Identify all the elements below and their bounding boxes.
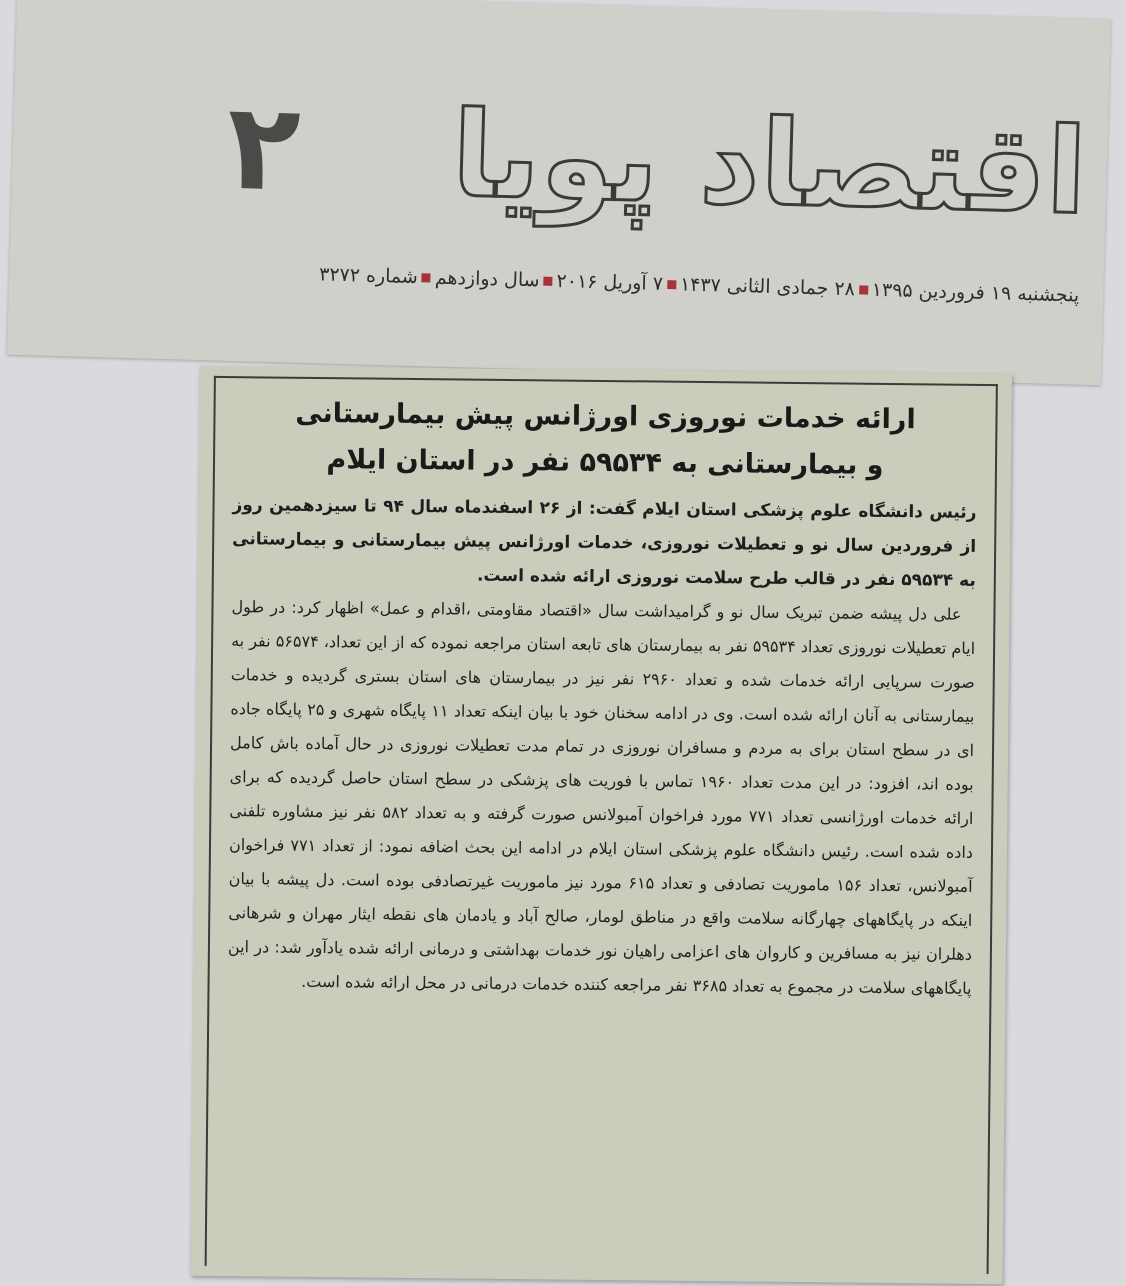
article-clipping (190, 366, 1011, 1284)
separator-square-icon (859, 285, 868, 294)
newspaper-masthead (7, 0, 1111, 385)
headline-line-2: و بیمارستانی به ۵۹۵۳۴ نفر در استان ایلام (326, 444, 884, 481)
article-frame (205, 376, 998, 1274)
article-body: علی دل پیشه ضمن تبریک سال نو و گرامیداشت سال «اقتصاد مقاومتی ،اقدام و عمل» اظهار کرد: در طول ایام تعطیلات نوروزی تعداد ۵۹۵۳۴ نفر به بیمارستان های تابعه استان مراجعه نموده که از این تعداد، ۵۶۵۷۴ نفر به صورت سرپایی ارائه خدمات شده و تعداد ۲۹۶۰ نفر نیز در بیمارستان های استان بستری گردیده و خدمات بیمارستانی به آنان ارائه شده است. وی در ادامه سخنان خود با بیان اینکه تعداد ۱۱ پایگاه شهری و ۲۵ پایگاه جاده ای در سطح استان برای به مردم و مسافران نوروزی در تمام مدت تعطیلات نوروزی در حال آماده باش کامل بوده اند، افزود: در این مدت تعداد ۱۹۶۰ تماس با فوریت های پزشکی در سطح استان حاصل گردیده که برای ارائه خدمات اورژانسی تعداد ۷۷۱ مورد فراخوان آمبولانس صورت گرفته و به تعداد ۵۸۲ نفر نیز مشاوره تلفنی داده شده است. رئیس دانشگاه علوم پزشکی استان ایلام در ادامه این بحث اضافه نمود: از تعداد ۷۷۱ فراخوان آمبولانس، تعداد ۱۵۶ ماموریت تصادفی و تعداد ۶۱۵ مورد نیز ماموریت غیرتصادفی بوده است. دل پیشه با بیان اینکه در پایگاههای چهارگانه سلامت واقع در مناطق لومار، صالح آباد و یادمان های نقطه ایثار مهران و شرهانی دهلران نیز به مسافرین و کاروان های اعزامی راهیان نور خدمات بهداشتی و درمانی ارائه شده یادآور شد: در این پایگاههای سلامت در مجموع به تعداد ۳۶۸۵ نفر مراجعه کننده خدمات درمانی در محل ارائه شده است. (227, 597, 976, 998)
article-lead: رئیس دانشگاه علوم پزشکی استان ایلام گفت: از ۲۶ اسفندماه سال ۹۴ تا سیزدهمین روز از فروردین سال نو و تعطیلات نوروزی، خدمات اورژانس پیش بیمارستانی و بیمارستانی به ۵۹۵۳۴ نفر در قالب طرح سلامت نوروزی ارائه شده است. (232, 495, 977, 591)
day-date: پنجشنبه ۱۹ فروردین ۱۳۹۵ (871, 278, 1080, 307)
separator-square-icon (543, 277, 552, 286)
issue-number: شماره ۳۲۷۲ (318, 263, 419, 289)
year-label: سال دوازدهم (434, 266, 540, 292)
hijri-date: ۲۸ جمادی الثانی ۱۴۳۷ (679, 273, 856, 301)
separator-square-icon (422, 273, 431, 282)
headline-line-1: ارائه خدمات نوروزی اورژانس پیش بیمارستانی (295, 397, 916, 436)
logo-number: ۲ (225, 77, 303, 219)
article-headline (233, 390, 978, 490)
gregorian-date: ۷ آوریل ۲۰۱۶ (556, 269, 664, 295)
newspaper-logo (224, 73, 1089, 277)
logo-title: اقتصاد پویا (449, 85, 1089, 241)
separator-square-icon (667, 280, 676, 289)
